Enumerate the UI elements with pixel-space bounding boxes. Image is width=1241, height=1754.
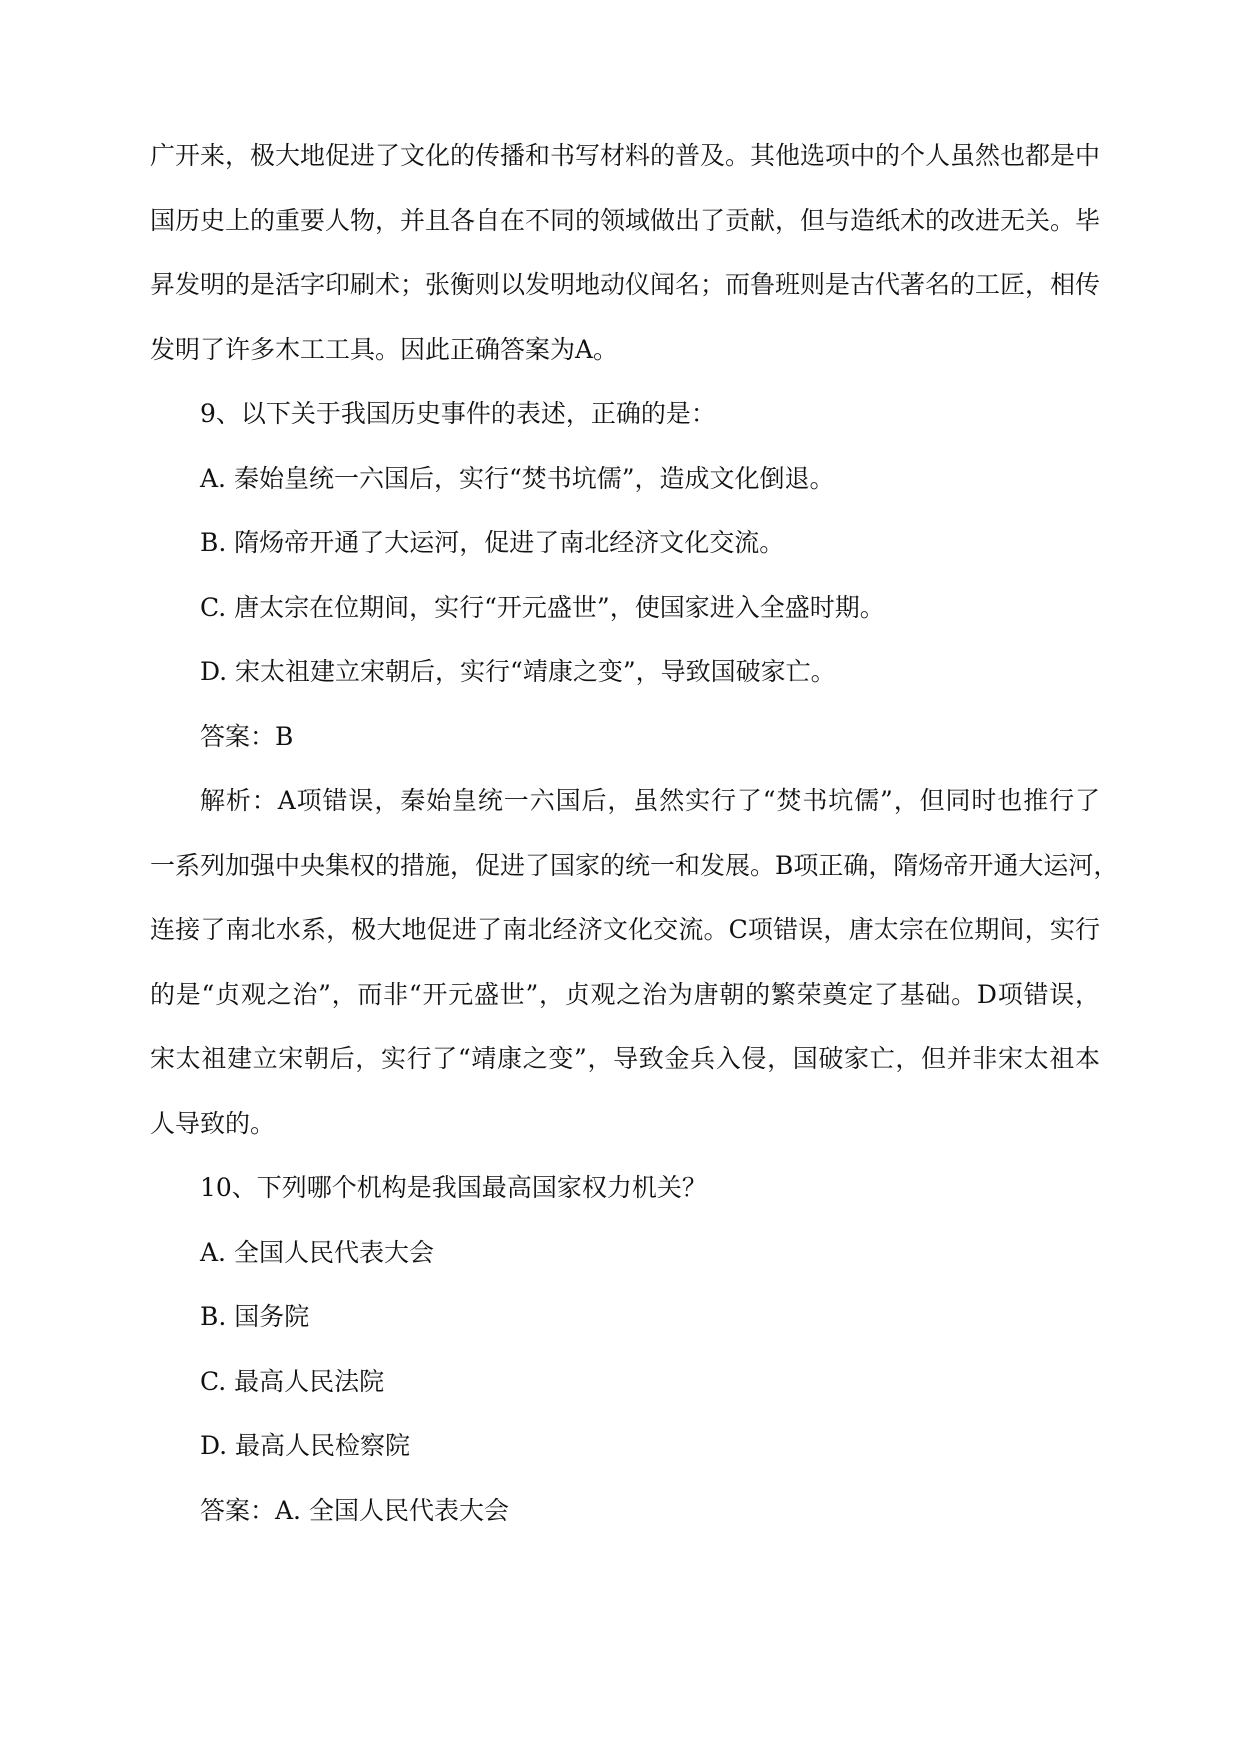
paragraph-line: 发明了许多木工工具。因此正确答案为A。 (150, 334, 619, 364)
question-9-explanation-line: 人导致的。 (150, 1108, 276, 1138)
question-10-option-b: B. 国务院 (200, 1302, 310, 1331)
question-9-option-c: C. 唐太宗在位期间，实行“开元盛世”，使国家进入全盛时期。 (200, 592, 885, 622)
question-9-explanation-line: 连接了南北水系，极大地促进了南北经济文化交流。C项错误，唐太宗在位期间，实行 (150, 915, 1100, 944)
question-9-explanation-line: 一系列加强中央集权的措施，促进了国家的统一和发展。B项正确，隋炀帝开通大运河， (150, 850, 1119, 880)
document-page (150, 140, 1119, 1559)
question-9-explanation-line: 的是“贞观之治”，而非“开元盛世”，贞观之治为唐朝的繁荣奠定了基础。D项错误， (150, 979, 1100, 1009)
paragraph-line: 昇发明的是活字印刷术；张衡则以发明地动仪闻名；而鲁班则是古代著名的工匠，相传 (150, 270, 1101, 299)
question-9-stem: 9、以下关于我国历史事件的表述，正确的是： (200, 399, 716, 428)
question-9-option-a: A. 秦始皇统一六国后，实行“焚书坑儒”，造成文化倒退。 (200, 463, 835, 493)
question-9-explanation-line: 解析：A项错误，秦始皇统一六国后，虽然实行了“焚书坑儒”，但同时也推行了 (200, 786, 1100, 815)
question-10-option-a: A. 全国人民代表大会 (200, 1237, 434, 1267)
question-9-option-b: B. 隋炀帝开通了大运河，促进了南北经济文化交流。 (200, 528, 785, 557)
question-10-option-c: C. 最高人民法院 (200, 1366, 385, 1396)
question-10-answer: 答案：A. 全国人民代表大会 (200, 1495, 509, 1525)
paragraph-line: 国历史上的重要人物，并且各自在不同的领域做出了贡献，但与造纸术的改进无关。毕 (150, 205, 1101, 235)
question-9-option-d: D. 宋太祖建立宋朝后，实行“靖康之变”，导致国破家亡。 (200, 657, 836, 686)
question-10-stem: 10、下列哪个机构是我国最高国家权力机关？ (200, 1173, 707, 1202)
paragraph-line: 广开来，极大地促进了文化的传播和书写材料的普及。其他选项中的个人虽然也都是中 (150, 141, 1101, 170)
question-9-explanation-line: 宋太祖建立宋朝后，实行了“靖康之变”，导致金兵入侵，国破家亡，但并非宋太祖本 (150, 1044, 1100, 1073)
question-10-option-d: D. 最高人民检察院 (200, 1431, 411, 1460)
question-9-answer: 答案：B (200, 721, 294, 751)
